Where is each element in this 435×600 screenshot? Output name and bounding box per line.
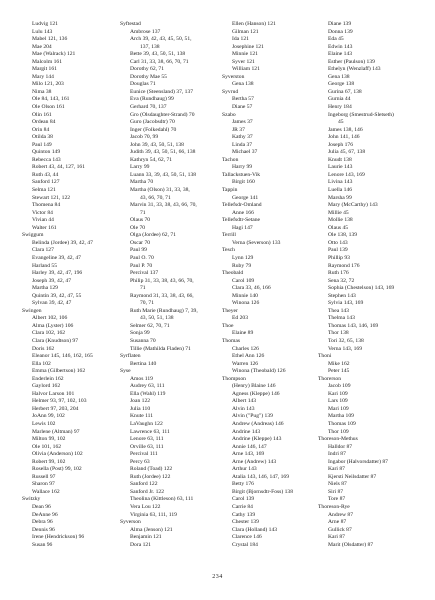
index-entry: Clarence 146: [232, 534, 262, 541]
index-entry: Minnie 140: [232, 292, 258, 299]
index-entry: Harry 99: [232, 164, 253, 171]
index-entry: Olin 161: [32, 111, 52, 118]
index-entry: Mollie 138: [328, 217, 353, 224]
index-entry: Bertha 57: [232, 96, 254, 103]
index-entry: Warren 126: [232, 360, 259, 367]
index-surname-heading: Syftestad: [120, 21, 141, 27]
index-entry: Milo 121, 203: [32, 81, 64, 88]
index-entry: Alvin 143: [232, 405, 255, 412]
index-entry: Birgit 160: [232, 179, 255, 186]
index-entry: Gurnia 44: [328, 96, 351, 103]
index-entry: Audrey 63, 111: [130, 383, 165, 390]
index-column-1: [22, 21, 114, 549]
index-entry: DeAnne 96: [32, 511, 58, 518]
index-entry: Clara (Knudtson) 97: [32, 337, 78, 344]
index-entry: Thor 138: [328, 330, 349, 337]
index-entry: Ella (Wahl) 119: [130, 390, 166, 397]
index-entry: Arne (Andrew) 143: [232, 458, 277, 465]
index-entry: Helmer 93, 97, 102, 103: [32, 398, 87, 405]
index-entry: Clara 102, 162: [32, 330, 66, 337]
index-entry: Mary (McCarthy) 143: [328, 202, 378, 209]
index-entry: Rosella (Post) 99, 102: [32, 466, 82, 473]
index-entry: Andrew (Andreas) 146: [232, 420, 284, 427]
index-entry: Clara (Holland) 143: [232, 526, 278, 533]
index-entry-continuation: 137, 138: [140, 43, 160, 50]
index-entry: Sophia (Chestelson) 143, 169: [328, 285, 395, 292]
index-entry: Benjamin 121: [130, 534, 162, 541]
index-entry: Phillip 93: [328, 254, 350, 261]
index-entry: Ingeborg (Smestrud-Sletseth): [328, 111, 394, 118]
index-entry: Sylvan 39, 42, 47: [32, 300, 72, 307]
index-entry: Lewis 102: [32, 420, 56, 427]
index-entry-continuation: 45: [338, 119, 344, 126]
index-entry: Victor 84: [32, 209, 53, 216]
index-entry: Philip 31, 33, 38, 43, 66, 70,: [130, 277, 194, 284]
index-entry: Belinda (Jordee) 39, 42, 47: [32, 239, 93, 246]
index-entry: Diane 139: [328, 21, 352, 27]
index-surname-heading: Terrill: [222, 232, 236, 239]
index-entry: Niels 87: [328, 481, 347, 488]
index-entry: Sharon 97: [32, 481, 55, 488]
index-surname-heading: Swingen: [22, 307, 42, 314]
index-entry: Arthur 143: [232, 466, 257, 473]
index-entry: Dean 96: [32, 504, 51, 510]
index-entry-continuation: 71: [140, 285, 146, 292]
index-entry: Carol 139: [232, 496, 255, 503]
index-entry: Clara 33, 46, 166: [232, 285, 271, 292]
index-entry: Albert 143: [232, 398, 257, 405]
index-entry: Hagi 147: [232, 224, 253, 231]
index-entry: Virginia 63, 111, 119: [130, 511, 177, 518]
index-entry: Gena 138: [232, 81, 254, 88]
index-entry: Eunice (Steensland) 37, 137: [130, 88, 194, 95]
index-entry: Rebecca 143: [32, 156, 61, 163]
index-entry: James 37: [232, 119, 253, 126]
index-entry: Stephen 143: [328, 292, 356, 299]
index-entry: Arch 39, 42, 43, 45, 50, 51,: [130, 36, 192, 43]
index-entry: Andrine (Kleppe) 143: [232, 436, 282, 443]
index-entry: Siri 87: [328, 488, 344, 495]
index-entry: Lars 109: [328, 398, 348, 405]
index-entry: Alvin ("Pug") 139: [232, 413, 273, 420]
index-entry: Mae 204: [32, 43, 52, 50]
index-entry: Anne 166: [232, 209, 254, 216]
index-entry: Eda 45: [328, 36, 344, 43]
index-entry: Ed 203: [232, 315, 249, 322]
index-column-4: [318, 21, 410, 549]
index-surname-heading: Thoni: [318, 353, 332, 360]
index-entry: Jacob 70, 99: [130, 134, 159, 141]
index-surname-heading: Syvrud: [222, 88, 239, 95]
index-entry: Evangeline 39, 42, 47: [32, 254, 81, 261]
index-entry: Russell 97: [32, 473, 56, 480]
index-entry: Raymond 176: [328, 262, 360, 269]
index-entry: Lawrence 63, 111: [130, 428, 170, 435]
index-entry: Marvin 31, 33, 38, 43, 66, 70,: [130, 202, 197, 209]
index-surname-heading: Thoreson-Methus: [318, 436, 358, 443]
index-entry: (Henry) Blaine 146: [232, 383, 276, 390]
index-entry: Ole Olson 161: [32, 104, 65, 111]
index-entry: Carl 31, 33, 38, 66, 70, 71: [130, 58, 189, 65]
index-entry: Ordean 84: [32, 119, 56, 126]
index-entry: Oscar 70: [130, 239, 151, 246]
index-entry: Syver 121: [232, 58, 255, 65]
index-entry: Chester 139: [232, 519, 259, 526]
index-entry: Douglas 71: [130, 81, 156, 88]
index-entry: Kathy 37: [232, 134, 253, 141]
index-entry: Mary 144: [32, 73, 54, 80]
index-entry: Paul P. 70: [130, 262, 153, 269]
index-column-2: [120, 21, 212, 549]
index-entry: Marit (Olsdatter) 87: [328, 541, 374, 548]
index-column-3: [222, 21, 314, 549]
index-entry: Gullick 87: [328, 526, 352, 533]
index-entry: Arne 143, 169: [232, 451, 265, 458]
index-entry: Selma 121: [32, 187, 56, 194]
index-entry: JoAnn 99, 102: [32, 413, 65, 420]
index-entry: Sonja 99: [130, 330, 150, 337]
index-entry: Olaus 70: [130, 217, 151, 224]
index-entry: Ole 84, 143, 161: [32, 96, 70, 103]
index-entry: Theolina (Kittleson) 63, 111: [130, 496, 194, 503]
index-entry: Susanna 70: [130, 337, 156, 344]
index-entry: Dorothy 62, 71: [130, 66, 165, 73]
index-entry: Ole 70: [130, 224, 146, 231]
index-entry: Ruth 176: [328, 270, 349, 277]
index-entry: Judith 39, 43, 50, 51, 66, 138: [130, 149, 196, 156]
index-entry: Luella 146: [328, 187, 353, 194]
index-entry: Luann 33, 39, 43, 50, 51, 138: [130, 171, 197, 178]
index-entry: Millie 45: [328, 209, 349, 216]
index-surname-heading: Switzky: [22, 496, 41, 503]
index-entry: Vivian 44: [32, 217, 54, 224]
index-entry: JR 37: [232, 126, 245, 133]
index-entry: Harley 39, 42, 47, 196: [32, 270, 83, 277]
index-entry: William 121: [232, 66, 260, 73]
index-entry: Percival 111: [130, 451, 158, 458]
index-entry: Alma (Jenson) 121: [130, 526, 173, 533]
index-entry: Mari 109: [328, 405, 349, 412]
index-entry: Inger (Folkedahl) 70: [130, 126, 177, 133]
index-entry: Thomena 84: [32, 202, 61, 209]
index-entry: John 141, 146: [328, 134, 360, 141]
index-surname-heading: Thompson: [222, 375, 246, 382]
index-entry: Percival 137: [130, 270, 159, 277]
index-entry: Betty 176: [232, 481, 254, 488]
index-surname-heading: Thorerson: [318, 375, 341, 382]
index-entry: Wallace 162: [32, 488, 60, 495]
index-entry: George 141: [232, 194, 259, 201]
index-entry: Laurie 143: [328, 164, 353, 171]
index-entry: Ella 102: [32, 360, 51, 367]
index-entry-continuation: 43, 66, 70, 71: [140, 194, 171, 201]
index-entry: Ruby 79: [232, 262, 252, 269]
index-entry: James 138, 146: [328, 126, 363, 133]
index-entry: Sylvia 143, 169: [328, 300, 364, 307]
index-surname-heading: Swiggum: [22, 232, 44, 239]
index-entry: Paul O. 70: [130, 254, 154, 261]
index-entry: Clara 127: [32, 247, 54, 254]
index-entry: Joan 122: [130, 398, 151, 405]
index-surname-heading: Syverston: [222, 73, 245, 80]
index-entry: Birgit (Bjornsdtr-Foss) 138: [232, 488, 294, 495]
index-surname-heading: Syrflaten: [120, 353, 141, 360]
index-entry: Martha 70: [130, 179, 154, 186]
index-entry: Paul 139: [328, 247, 348, 254]
index-entry: Amos 119: [130, 375, 153, 382]
index-entry: Josephine 121: [232, 43, 264, 50]
index-entry: Esther (Paulson) 139: [328, 58, 375, 65]
index-entry: Raymond 31, 33, 38, 43, 66,: [130, 292, 194, 299]
index-surname-heading: Tallackstuen-Vik: [222, 171, 261, 178]
index-entry: Olaus 45: [328, 224, 349, 231]
index-entry: Malcolm 161: [32, 58, 62, 65]
index-entry: Ole 101, 162: [32, 443, 62, 450]
index-entry: Eva (Rundhaug) 99: [130, 96, 174, 103]
index-entry: Lenore 63, 111: [130, 436, 164, 443]
index-surname-heading: Tappin: [222, 187, 238, 194]
index-entry: Thelma 143: [328, 315, 355, 322]
index-entry: Arne 87: [328, 519, 347, 526]
index-entry: Kjersti Neilsdatter 87: [328, 473, 377, 480]
index-entry: Thomas 143, 146, 169: [328, 322, 379, 329]
index-entry: Michael 37: [232, 149, 258, 156]
index-entry: Lynn 129: [232, 254, 254, 261]
index-entry: Walter 161: [32, 224, 57, 231]
index-entry: Paul 99: [130, 247, 147, 254]
index-entry: Paul 149: [32, 141, 52, 148]
index-entry: Mike 162: [328, 360, 350, 367]
index-entry-continuation: 43, 50, 51, 138: [140, 315, 174, 322]
index-entry: Joseph 39, 42, 47: [32, 277, 72, 284]
index-entry: Gerhard 70, 137: [130, 104, 167, 111]
index-entry: Knute 111: [130, 413, 154, 420]
index-entry: Bertina 140: [130, 360, 157, 367]
index-entry: Susan 96: [32, 541, 53, 548]
index-entry: Orin 84: [32, 126, 50, 133]
index-entry: Verna (Severson) 133: [232, 239, 281, 246]
index-entry: Dora 121: [130, 541, 151, 548]
index-surname-heading: Szabo: [222, 111, 236, 118]
index-entry: Harland 55: [32, 262, 58, 269]
index-entry: Larry 99: [130, 164, 150, 171]
index-entry: Robert 99, 102: [32, 458, 66, 465]
index-entry: Thea 143: [328, 307, 349, 314]
index-entry: Percy 63: [130, 458, 150, 465]
index-entry: Carrie 84: [232, 504, 253, 510]
index-entry: Elaine 143: [328, 51, 353, 58]
index-entry: Otto 143: [328, 239, 348, 246]
index-entry: Olivia (Anderson) 102: [32, 451, 83, 458]
index-entry: Martha 129: [32, 285, 58, 292]
index-entry: Ruth (Jordee) 122: [130, 473, 171, 480]
index-entry: Agness (Kleppe) 146: [232, 390, 280, 397]
index-entry: Kari 109: [328, 390, 348, 397]
index-entry: Jacob 109: [328, 383, 351, 390]
index-entry: Selmer 62, 70, 71: [130, 322, 170, 329]
index-entry: Robert 43, 44, 127, 161: [32, 164, 85, 171]
index-entry: Martha (Olson) 31, 33, 38,: [130, 187, 190, 194]
index-entry: Mae (Walrack) 121: [32, 51, 76, 58]
index-entry: Ethelyn (Wenzlaff) 143: [328, 66, 381, 73]
index-entry: Diane 57: [232, 104, 253, 111]
index-entry: George 138: [328, 81, 355, 88]
index-entry: Carol 109: [232, 277, 255, 284]
index-entry: Thor 109: [328, 428, 349, 435]
index-entry: Herbert 97, 203, 204: [32, 405, 79, 412]
index-entry: Roland (Toad) 122: [130, 466, 173, 473]
index-entry: Sanford 122: [130, 481, 158, 488]
index-entry: Ruth Marie (Rundhaug) 7, 39,: [130, 307, 198, 314]
index-entry: Lenore 143, 169: [328, 171, 365, 178]
index-entry: Thomas 109: [328, 420, 356, 427]
index-surname-heading: Tesch: [222, 247, 235, 254]
index-entry: Cathy 139: [232, 511, 256, 518]
index-entry: Edwin 143: [328, 43, 353, 50]
index-entry: Sanford Jr. 122: [130, 488, 165, 495]
index-entry: Minnie 121: [232, 51, 258, 58]
index-entry: Sena 32, 72: [328, 277, 355, 284]
index-entry: Doris 162: [32, 345, 55, 352]
index-surname-heading: Tachon: [222, 156, 239, 163]
index-entry: Andrine 143: [232, 428, 261, 435]
index-entry: Verna 143, 169: [328, 345, 363, 352]
index-entry: Alma (Lyster) 106: [32, 322, 74, 329]
index-entry: Ludvig 121: [32, 21, 58, 27]
index-entry: Vera Lou 122: [130, 504, 161, 510]
index-entry: Ole 138, 139: [328, 232, 358, 239]
index-entry: Milton 99, 102: [32, 436, 66, 443]
index-entry: Julia 110: [130, 405, 151, 412]
index-entry: Tillie (Mathilda Fladen) 71: [130, 345, 191, 352]
index-entry: Donna 139: [328, 28, 353, 35]
index-entry: Olga (Jordee) 62, 71: [130, 232, 176, 239]
index-entry: Gaylord 162: [32, 383, 61, 390]
index-entry: Sanford 127: [32, 179, 60, 186]
index-entry: Stewart 121, 122: [32, 194, 71, 201]
index-entry: Quinton 149: [32, 149, 61, 156]
index-surname-heading: Theyer: [222, 307, 238, 314]
index-entry: Julia 45, 67, 138: [328, 149, 366, 156]
index-entry: Tori 32, 65, 138: [328, 337, 364, 344]
index-entry: Dennis 96: [32, 526, 55, 533]
index-entry: Kari 87: [328, 534, 345, 541]
index-entry: Martha 109: [328, 413, 354, 420]
index-entry: Andrew 87: [328, 511, 354, 518]
index-entry: Charles 126: [232, 345, 259, 352]
index-entry: Gurina 67, 138: [328, 88, 362, 95]
index-entry: Dorothy Mae 55: [130, 73, 167, 80]
index-entry: Elaine 89: [232, 330, 254, 337]
index-entry: Ingabor (Halvorsdatter) 87: [328, 458, 388, 465]
index-entry: Bette 39, 43, 50, 51, 138: [130, 51, 186, 58]
index-entry: Gro (Olsdaughter-Strand) 70: [130, 111, 195, 118]
page-number: 234: [212, 574, 223, 580]
index-entry: Otilda 38: [32, 134, 53, 141]
index-entry: Halldor 87: [328, 443, 353, 450]
index-entry: Guro (Jacobsdtr) 70: [130, 119, 175, 126]
index-entry: Lulu 143: [32, 28, 53, 35]
index-surname-heading: Tellefsdtr-Setane: [222, 217, 261, 224]
index-entry: Quintin 39, 42, 47, 55: [32, 292, 82, 299]
index-entry-continuation: 70, 71: [140, 300, 154, 307]
index-entry: Mabel 121, 136: [32, 36, 68, 43]
index-surname-heading: Thomas: [222, 337, 241, 344]
index-entry: Joseph 176: [328, 141, 354, 148]
index-surname-heading: Syse: [120, 368, 131, 375]
index-surname-heading: Thoe: [222, 322, 234, 329]
index-entry: Livina 143: [328, 179, 353, 186]
index-entry: Emma (Gilbertson) 162: [32, 368, 86, 375]
index-entry: Orville 63, 111: [130, 443, 164, 450]
index-surname-heading: Tellefsdr-Omland: [222, 202, 262, 209]
index-entry: Halvor Larson 101: [32, 390, 75, 397]
index-entry: Ambrose 137: [130, 28, 161, 35]
index-entry: Margit 161: [32, 66, 57, 73]
index-entry: Albert 102, 106: [32, 315, 68, 322]
index-entry: LaVaughn 122: [130, 420, 163, 427]
index-entry: Enderlein 162: [32, 375, 64, 382]
index-entry: Ida 121: [232, 36, 249, 43]
index-entry-continuation: 71: [140, 209, 146, 216]
index-entry: Atalia 143, 146, 147, 169: [232, 473, 290, 480]
index-surname-heading: Syverson: [120, 519, 141, 526]
index-entry: Winona (Theobald) 126: [232, 368, 286, 375]
index-entry: Irene (Hendrickson) 96: [32, 534, 85, 541]
index-entry: Marlene (Altman) 97: [32, 428, 80, 435]
index-surname-heading: Theobald: [222, 270, 244, 277]
index-entry: Kari 87: [328, 466, 345, 473]
index-entry: Annie 146, 147: [232, 443, 267, 450]
index-entry: Kathryn 54, 62, 71: [130, 156, 173, 163]
index-entry: Linda 37: [232, 141, 253, 148]
index-entry: Gilman 121: [232, 28, 259, 35]
index-entry: Ruth 43, 44: [32, 171, 59, 178]
index-entry: Henry 184: [328, 104, 352, 111]
index-entry: John 39, 43, 50, 51, 138: [130, 141, 184, 148]
index-entry: Peter 145: [328, 368, 350, 375]
index-entry: Knudt 138: [328, 156, 352, 163]
index-entry: Eleanor 145, 146, 162, 165: [32, 353, 93, 360]
index-entry: Gena 138: [328, 73, 350, 80]
index-entry: Debra 96: [32, 519, 53, 526]
index-entry: Crystal 184: [232, 541, 258, 548]
index-entry: Winona 126: [232, 300, 260, 307]
index-entry: Indri 87: [328, 451, 346, 458]
index-entry: Tore 87: [328, 496, 346, 503]
index-entry: Ellen (Hanson) 121: [232, 21, 276, 27]
index-entry: Marsha 99: [328, 194, 352, 201]
index-entry: Nima 38: [32, 88, 52, 95]
index-entry: Ethel Ann 126: [232, 353, 265, 360]
index-surname-heading: Thoreson-Rye: [318, 504, 350, 510]
